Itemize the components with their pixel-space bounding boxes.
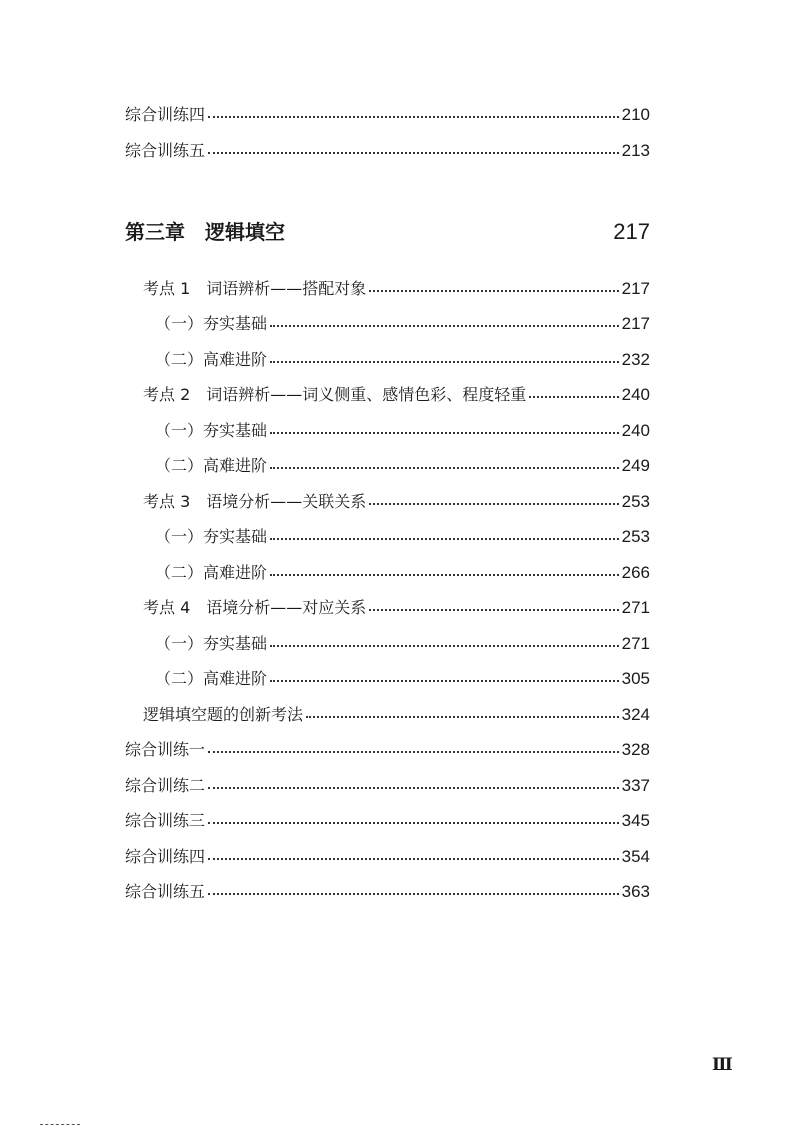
toc-entry[interactable] xyxy=(125,807,650,835)
dot-leader xyxy=(208,787,619,789)
toc-entry-topic[interactable] xyxy=(143,275,650,303)
toc-entry-page: 240 xyxy=(621,421,650,440)
chapter-title: 逻辑填空 xyxy=(205,220,285,244)
toc-entry-page: 210 xyxy=(621,105,650,124)
dot-leader xyxy=(208,893,619,895)
toc-entry-subsection[interactable] xyxy=(155,630,650,658)
toc-entry-label: 考点 4 语境分析——对应关系 xyxy=(143,598,367,617)
toc-entry-topic[interactable] xyxy=(143,701,650,729)
dot-leader xyxy=(306,716,619,718)
dot-leader xyxy=(208,152,619,154)
chapter-page: 217 xyxy=(613,219,650,244)
toc-entry-label: （一）夯实基础 xyxy=(155,634,268,653)
toc-entry-page: 345 xyxy=(621,811,650,830)
toc-entry-label: 逻辑填空题的创新考法 xyxy=(143,705,304,724)
toc-entry-page: 266 xyxy=(621,563,650,582)
dot-leader xyxy=(270,574,619,576)
toc-entry-label: （一）夯实基础 xyxy=(155,527,268,546)
toc-entry-page: 217 xyxy=(621,314,650,333)
dot-leader xyxy=(270,645,619,647)
dot-leader xyxy=(208,751,619,753)
toc-entry-subsection[interactable] xyxy=(155,346,650,374)
toc-entry-label: （一）夯实基础 xyxy=(155,314,268,333)
toc-entry-page: 240 xyxy=(621,385,650,404)
toc-entry-page: 249 xyxy=(621,456,650,475)
toc-entry-topic[interactable] xyxy=(143,594,650,622)
toc-entry-page: 363 xyxy=(621,882,650,901)
toc-entry-page: 253 xyxy=(621,492,650,511)
dot-leader xyxy=(270,467,619,469)
scan-artifact xyxy=(40,1124,80,1128)
toc-entry[interactable] xyxy=(125,843,650,871)
toc-entry-label: 综合训练五 xyxy=(125,141,206,160)
chapter-title-group xyxy=(125,215,285,249)
toc-entry-label: 综合训练二 xyxy=(125,776,206,795)
toc-entry-label: 综合训练一 xyxy=(125,740,206,759)
dot-leader xyxy=(270,538,619,540)
toc-entry-topic[interactable] xyxy=(143,488,650,516)
dot-leader xyxy=(270,325,619,327)
page-folio: Ⅲ xyxy=(712,1055,733,1074)
toc-entry-topic[interactable] xyxy=(143,381,650,409)
toc-entry-subsection[interactable] xyxy=(155,310,650,338)
toc-entry-label: 综合训练四 xyxy=(125,847,206,866)
toc-entry-label: 综合训练四 xyxy=(125,105,206,124)
toc-entry-label: （二）高难进阶 xyxy=(155,669,268,688)
toc-entry-page: 253 xyxy=(621,527,650,546)
toc-entry-subsection[interactable] xyxy=(155,559,650,587)
toc-entry-label: 综合训练三 xyxy=(125,811,206,830)
toc-entry-label: 综合训练五 xyxy=(125,882,206,901)
toc-entry-label: （二）高难进阶 xyxy=(155,563,268,582)
dot-leader xyxy=(529,396,618,398)
toc-entry-page: 324 xyxy=(621,705,650,724)
toc-entry-subsection[interactable] xyxy=(155,665,650,693)
dot-leader xyxy=(270,432,619,434)
toc-entry-page: 328 xyxy=(621,740,650,759)
toc-entry[interactable] xyxy=(125,101,650,129)
toc-entry-label: （二）高难进阶 xyxy=(155,456,268,475)
toc-entry-page: 305 xyxy=(621,669,650,688)
toc-entry-subsection[interactable] xyxy=(155,452,650,480)
chapter-heading[interactable] xyxy=(125,215,650,249)
dot-leader xyxy=(270,680,619,682)
dot-leader xyxy=(369,290,618,292)
toc-entry-page: 232 xyxy=(621,350,650,369)
dot-leader xyxy=(369,503,618,505)
toc-entry-label: （一）夯实基础 xyxy=(155,421,268,440)
dot-leader xyxy=(208,822,619,824)
toc-entry-page: 271 xyxy=(621,598,650,617)
dot-leader xyxy=(369,609,618,611)
toc-entry-label: （二）高难进阶 xyxy=(155,350,268,369)
toc-entry-subsection[interactable] xyxy=(155,417,650,445)
toc-entry[interactable] xyxy=(125,878,650,906)
toc-entry[interactable] xyxy=(125,137,650,165)
toc-entry[interactable] xyxy=(125,736,650,764)
toc-entry-page: 354 xyxy=(621,847,650,866)
toc-entry[interactable] xyxy=(125,772,650,800)
toc-entry-label: 考点 2 词语辨析——词义侧重、感情色彩、程度轻重 xyxy=(143,385,527,404)
dot-leader xyxy=(208,116,619,118)
toc-entry-page: 217 xyxy=(621,279,650,298)
toc-entry-label: 考点 3 语境分析——关联关系 xyxy=(143,492,367,511)
chapter-number: 第三章 xyxy=(125,220,185,244)
toc-entry-label: 考点 1 词语辨析——搭配对象 xyxy=(143,279,367,298)
toc-entry-subsection[interactable] xyxy=(155,523,650,551)
toc-entry-page: 213 xyxy=(621,141,650,160)
toc-entry-page: 337 xyxy=(621,776,650,795)
dot-leader xyxy=(208,858,619,860)
toc-entry-page: 271 xyxy=(621,634,650,653)
dot-leader xyxy=(270,361,619,363)
